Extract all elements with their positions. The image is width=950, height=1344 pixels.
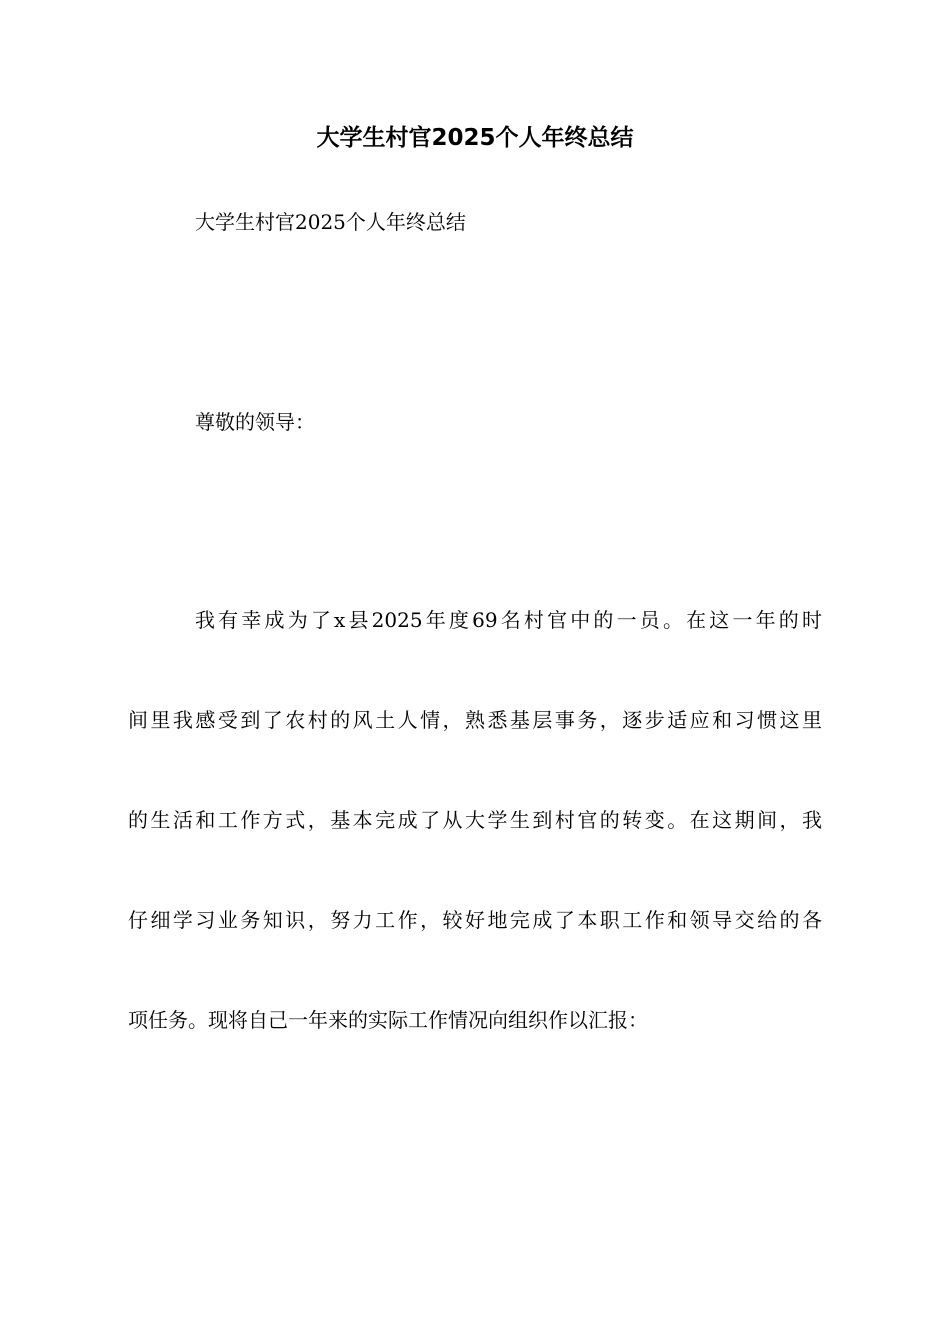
body-paragraph <box>128 605 822 1105</box>
document-subtitle: 大学生村官2025个人年终总结 <box>195 210 466 234</box>
body-line: 间里我感受到了农村的风土人情，熟悉基层事务，逐步适应和习惯这里 <box>128 708 822 732</box>
body-line: 我有幸成为了x县2025年度69名村官中的一员。在这一年的时 <box>195 608 822 632</box>
body-line: 仔细学习业务知识，努力工作，较好地完成了本职工作和领导交给的各 <box>128 908 822 932</box>
salutation: 尊敬的领导： <box>195 410 315 434</box>
document-title: 大学生村官2025个人年终总结 <box>316 125 634 151</box>
body-line: 项任务。现将自己一年来的实际工作情况向组织作以汇报： <box>128 1008 648 1032</box>
body-line: 的生活和工作方式，基本完成了从大学生到村官的转变。在这期间，我 <box>128 808 822 832</box>
